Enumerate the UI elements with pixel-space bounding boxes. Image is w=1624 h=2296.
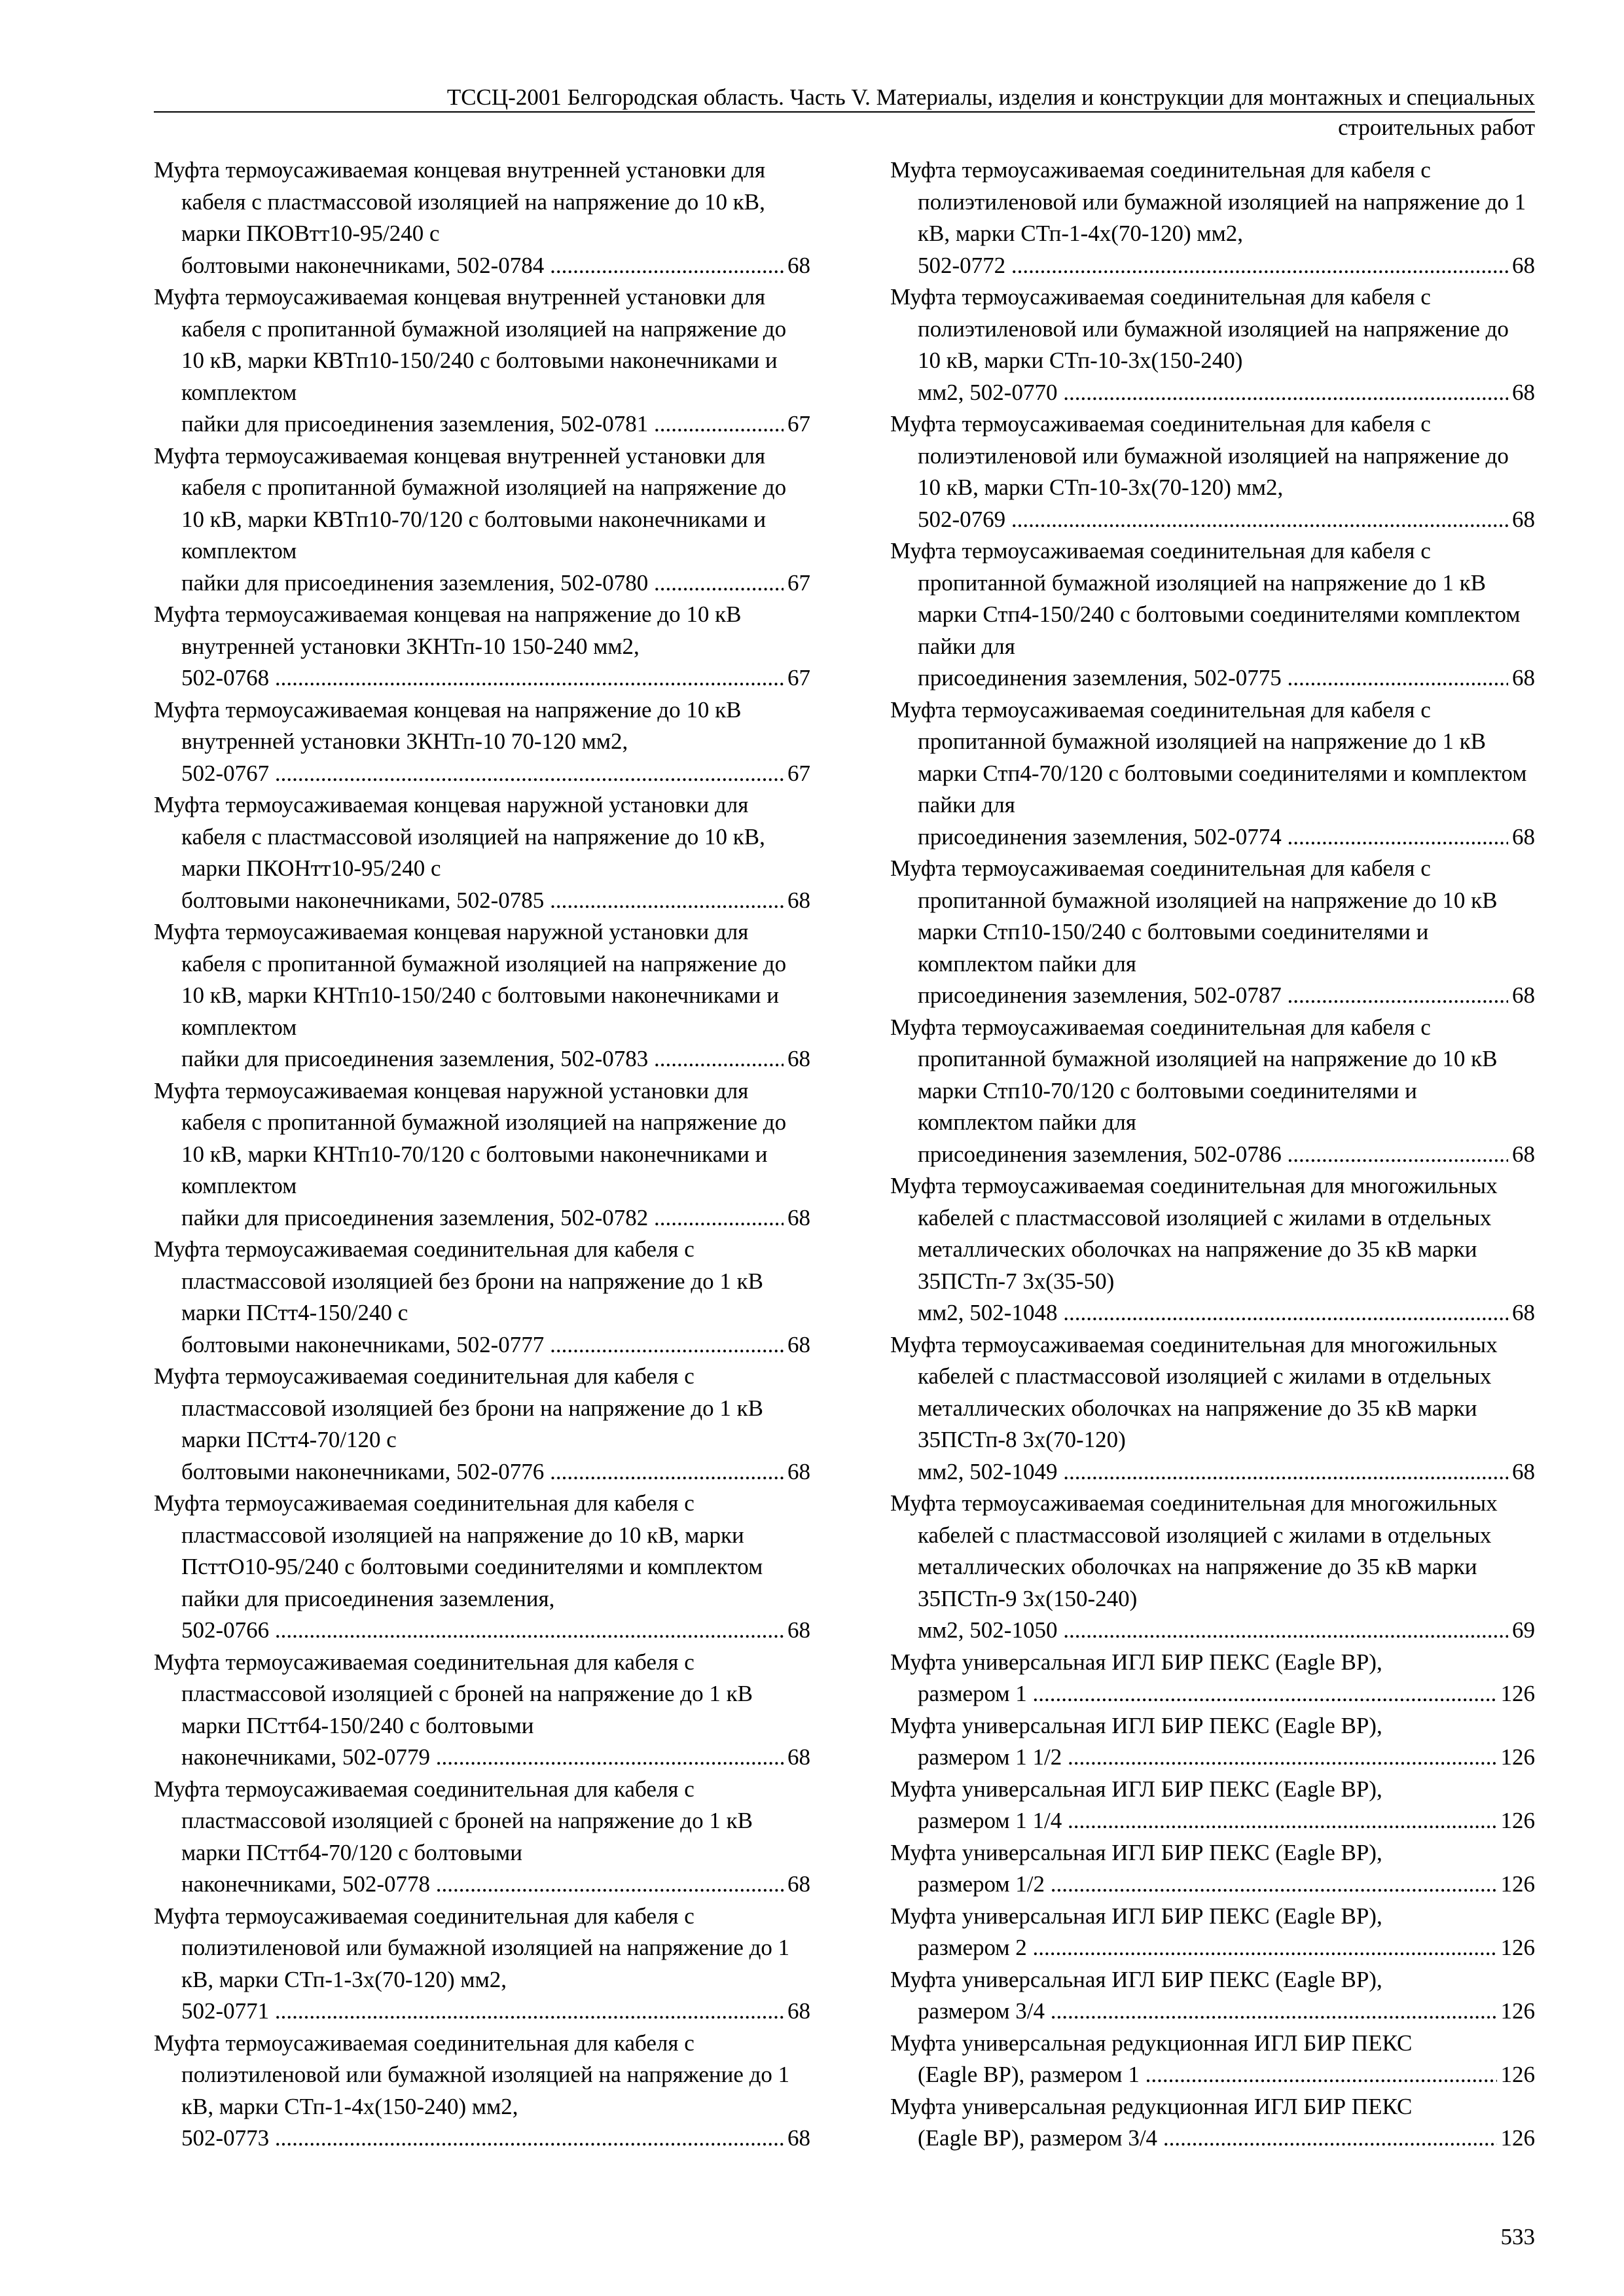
index-entry-last-line: [154, 1869, 810, 1901]
dot-leader: [269, 1617, 810, 1643]
index-entry-text: Муфта термоусаживаемая соединительная для кабеля с полиэтиленовой или бумажной изоляцией на напряжение до 1 кВ, марки СТп-1-4х(70-120) мм2,: [890, 157, 1526, 246]
index-entry-text: Муфта термоусаживаемая соединительная для многожильных кабелей с пластмассовой изоляцией с жилами в отдельных металлических оболочках на напряжение до 35 кВ марки 35ПСТп-7 3х(35-50): [890, 1173, 1498, 1294]
index-entry: [154, 916, 810, 1075]
index-entry-code: (Eagle BP), размером 3/4: [918, 2125, 1158, 2151]
index-entry-code: 502-0766: [181, 1617, 270, 1643]
index-entry-page: 126: [1497, 1742, 1536, 1774]
dot-leader: [1057, 1459, 1535, 1484]
index-entry-text: Муфта термоусаживаемая концевая на напряжение до 10 кВ внутренней установки 3КНТп-10 70-120 мм2,: [154, 696, 742, 754]
index-entry-last-line: [890, 504, 1535, 536]
index-entry-last-line: [890, 1678, 1535, 1710]
index-entry: [154, 1647, 810, 1774]
index-entry-last-line: [154, 662, 810, 694]
index-entry-page: 68: [784, 1329, 810, 1361]
index-entry-text: Муфта термоусаживаемая соединительная для кабеля с полиэтиленовой или бумажной изоляцией на напряжение до 1 кВ, марки СТп-1-3х(70-120) мм2,: [154, 1903, 790, 1992]
index-entry-page: 68: [784, 1456, 810, 1488]
index-entry-code: болтовыми наконечниками, 502-0777: [181, 1331, 545, 1357]
index-entry: [154, 1361, 810, 1488]
index-entry-last-line: [154, 885, 810, 917]
dot-leader: [1057, 380, 1535, 405]
index-entry-page: 68: [784, 1996, 810, 2028]
index-entry-text: Муфта термоусаживаемая соединительная для кабеля с пропитанной бумажной изоляцией на напряжение до 10 кВ марки Стп10-150/240 с болтовыми соединителями и комплектом пайки для: [890, 855, 1498, 977]
dot-leader: [269, 2125, 810, 2151]
index-entry-last-line: [890, 1932, 1535, 1964]
index-entry-text: Муфта универсальная ИГЛ БИР ПЕКС (Eagle BP),: [890, 1966, 1382, 1992]
index-entry-last-line: [154, 1996, 810, 2028]
dot-leader: [544, 1459, 810, 1484]
index-entry-last-line: [890, 250, 1535, 282]
index-entry-text: Муфта термоусаживаемая концевая на напряжение до 10 кВ внутренней установки 3КНТп-10 150-240 мм2,: [154, 601, 742, 659]
index-entry: [890, 1774, 1535, 1837]
dot-leader: [1005, 507, 1535, 532]
index-entry-code: болтовыми наконечниками, 502-0784: [181, 252, 545, 278]
index-entry-page: 126: [1497, 1805, 1536, 1837]
index-entry: [154, 1075, 810, 1234]
index-entry: [154, 154, 810, 281]
index-entry-page: 68: [784, 1869, 810, 1901]
index-entry-code: присоединения заземления, 502-0786: [918, 1141, 1282, 1167]
index-entry-code: мм2, 502-0770: [918, 379, 1058, 405]
index-entry-text: Муфта термоусаживаемая концевая внутренней установки для кабеля с пропитанной бумажной изоляцией на напряжение до 10 кВ, марки КВТп10-70/120 с болтовыми наконечниками и комплектом: [154, 442, 787, 564]
index-entry: [890, 281, 1535, 408]
index-entry: [890, 1710, 1535, 1774]
page-number: 533: [1500, 2224, 1535, 2250]
index-entry: [890, 2028, 1535, 2091]
index-entry: [154, 440, 810, 600]
index-entry-page: 68: [1508, 821, 1535, 853]
index-entry: [154, 599, 810, 694]
dot-leader: [430, 1744, 810, 1770]
index-entry-page: 68: [1508, 1297, 1535, 1329]
index-entry: [890, 408, 1535, 535]
index-entry-code: 502-0772: [918, 252, 1006, 278]
dot-leader: [269, 1998, 810, 2024]
index-entry-code: 502-0771: [181, 1998, 270, 2024]
index-entry-text: Муфта термоусаживаемая соединительная для кабеля с полиэтиленовой или бумажной изоляцией на напряжение до 10 кВ, марки СТп-10-3х(150-240): [890, 284, 1509, 373]
index-entry-text: Муфта термоусаживаемая соединительная для кабеля с пропитанной бумажной изоляцией на напряжение до 10 кВ марки Стп10-70/120 с болтовыми соединителями и комплектом пайки для: [890, 1014, 1498, 1135]
index-entry-code: размером 1 1/4: [918, 1808, 1062, 1833]
index-entry-last-line: [154, 758, 810, 790]
index-entry-last-line: [154, 1329, 810, 1361]
index-entry-code: пайки для присоединения заземления, 502-0780: [181, 569, 649, 596]
index-entry-page: 68: [1508, 377, 1535, 409]
index-entry-text: Муфта универсальная ИГЛ БИР ПЕКС (Eagle BP),: [890, 1903, 1382, 1929]
index-entry-page: 67: [784, 567, 810, 600]
index-entry: [154, 1901, 810, 2028]
index-column-left: [154, 154, 810, 2155]
index-entry-code: размером 1 1/2: [918, 1744, 1062, 1770]
index-entry-last-line: [890, 1742, 1535, 1774]
index-entry-last-line: [154, 1202, 810, 1234]
index-entry-text: Муфта универсальная ИГЛ БИР ПЕКС (Eagle BP),: [890, 1649, 1382, 1675]
index-entry: [890, 1170, 1535, 1329]
index-entry-last-line: [154, 567, 810, 600]
index-entry-page: 68: [1508, 980, 1535, 1012]
dot-leader: [1282, 665, 1535, 691]
index-entry-page: 68: [784, 1742, 810, 1774]
index-entry-page: 68: [1508, 662, 1535, 694]
dot-leader: [1057, 1617, 1535, 1643]
dot-leader: [1062, 1744, 1535, 1770]
index-entry: [890, 1012, 1535, 1171]
index-column-right: [890, 154, 1535, 2155]
index-entry-text: Муфта термоусаживаемая концевая наружной установки для кабеля с пропитанной бумажной изоляцией на напряжение до 10 кВ, марки КНТп10-70/120 с болтовыми наконечниками и комплектом: [154, 1077, 787, 1198]
index-entry-text: Муфта термоусаживаемая соединительная для кабеля с пластмассовой изоляцией с броней на напряжение до 1 кВ марки ПСттб4-150/240 с болтовыми: [154, 1649, 753, 1738]
index-entry-page: 68: [784, 250, 810, 282]
index-entry-code: пайки для присоединения заземления, 502-0783: [181, 1046, 649, 1071]
index-entry-page: 67: [784, 758, 810, 790]
index-entry-code: мм2, 502-1050: [918, 1617, 1058, 1643]
index-entry-page: 67: [784, 408, 810, 440]
dot-leader: [269, 761, 810, 786]
index-entry: [154, 1488, 810, 1647]
index-entry-text: Муфта термоусаживаемая соединительная для кабеля с пропитанной бумажной изоляцией на напряжение до 1 кВ марки Стп4-150/240 с болтовыми соединителями комплектом пайки для: [890, 538, 1521, 659]
index-entry-page: 68: [784, 885, 810, 917]
index-entry: [890, 853, 1535, 1012]
dot-leader: [1027, 1935, 1535, 1960]
index-entry-last-line: [890, 2059, 1535, 2091]
index-entry-last-line: [890, 1297, 1535, 1329]
index-entry-last-line: [890, 377, 1535, 409]
index-entry-text: Муфта термоусаживаемая концевая внутренней установки для кабеля с пластмассовой изоляцией на напряжение до 10 кВ, марки ПКОВтт10-95/240 с: [154, 157, 766, 246]
index-entry-last-line: [890, 1615, 1535, 1647]
index-entry-page: 68: [784, 1615, 810, 1647]
dot-leader: [544, 1332, 810, 1357]
index-entry-code: 502-0769: [918, 506, 1006, 532]
index-entry-page: 68: [784, 1043, 810, 1075]
index-entry-text: Муфта универсальная редукционная ИГЛ БИР ПЕКС: [890, 2030, 1413, 2056]
index-entry: [154, 281, 810, 440]
index-entry-page: 126: [1497, 2123, 1536, 2155]
index-entry: [890, 2091, 1535, 2155]
index-entry-code: мм2, 502-1048: [918, 1300, 1058, 1325]
index-entry-code: наконечниками, 502-0778: [181, 1871, 430, 1897]
index-entry-last-line: [890, 1996, 1535, 2028]
index-entry-text: Муфта термоусаживаемая соединительная для многожильных кабелей с пластмассовой изоляцией с жилами в отдельных металлических оболочках на напряжение до 35 кВ марки 35ПСТп-8 3х(70-120): [890, 1331, 1498, 1452]
index-entry-page: 68: [784, 1202, 810, 1234]
dot-leader: [1157, 2125, 1535, 2151]
index-entry: [890, 1837, 1535, 1901]
index-entry-code: 502-0768: [181, 665, 270, 691]
header-rule: [154, 84, 1535, 113]
index-entry-code: пайки для присоединения заземления, 502-0781: [181, 411, 649, 437]
dot-leader: [1027, 1681, 1535, 1706]
dot-leader: [1045, 1871, 1535, 1897]
index-entry-page: 68: [784, 2123, 810, 2155]
index-entry-page: 126: [1497, 1932, 1536, 1964]
header-subtitle: строительных работ: [1338, 115, 1535, 140]
index-entry-page: 68: [1508, 1139, 1535, 1171]
index-entry-code: наконечниками, 502-0779: [181, 1744, 430, 1770]
index-entry-page: 68: [1508, 250, 1535, 282]
index-entry-code: присоединения заземления, 502-0775: [918, 665, 1282, 691]
index-entry-text: Муфта термоусаживаемая соединительная для кабеля с пластмассовой изоляцией без брони на напряжение до 1 кВ марки ПСтт4-150/240 с: [154, 1236, 763, 1325]
index-entry: [890, 154, 1535, 281]
index-entry: [890, 1488, 1535, 1647]
index-entry-code: размером 1: [918, 1681, 1027, 1706]
index-entry: [890, 1329, 1535, 1488]
index-entry-code: мм2, 502-1049: [918, 1458, 1058, 1484]
index-entry: [154, 789, 810, 916]
dot-leader: [544, 253, 810, 278]
index-entry-text: Муфта термоусаживаемая концевая наружной установки для кабеля с пропитанной бумажной изоляцией на напряжение до 10 кВ, марки КНТп10-150/240 с болтовыми наконечниками и комплектом: [154, 919, 787, 1040]
dot-leader: [1282, 982, 1535, 1008]
index-entry-page: 126: [1497, 2059, 1536, 2091]
index-entry-text: Муфта универсальная ИГЛ БИР ПЕКС (Eagle BP),: [890, 1839, 1382, 1865]
index-entry-last-line: [890, 980, 1535, 1012]
dot-leader: [1005, 253, 1535, 278]
index-entry-page: 68: [1508, 504, 1535, 536]
index-entry-last-line: [890, 1456, 1535, 1488]
index-entry-last-line: [890, 662, 1535, 694]
index-entry-text: Муфта термоусаживаемая концевая внутренней установки для кабеля с пропитанной бумажной изоляцией на напряжение до 10 кВ, марки КВТп10-150/240 с болтовыми наконечниками и комплектом: [154, 284, 787, 405]
index-entry-page: 126: [1497, 1869, 1536, 1901]
index-entry-last-line: [154, 1456, 810, 1488]
index-entry-code: (Eagle BP), размером 1: [918, 2062, 1140, 2087]
index-entry-last-line: [154, 250, 810, 282]
index-entry: [890, 1647, 1535, 1710]
dot-leader: [544, 888, 810, 913]
index-entry-code: 502-0767: [181, 760, 270, 786]
index-entry-text: Муфта термоусаживаемая соединительная для кабеля с пластмассовой изоляцией на напряжение до 10 кВ, марки ПсттО10-95/240 с болтовыми соединителями и комплектом пайки для присоединения заземления,: [154, 1490, 763, 1611]
dot-leader: [1045, 1998, 1535, 2024]
index-entry-code: размером 2: [918, 1935, 1027, 1960]
dot-leader: [1140, 2062, 1535, 2087]
index-entry-page: 69: [1508, 1615, 1535, 1647]
index-entry-last-line: [154, 2123, 810, 2155]
dot-leader: [269, 665, 810, 691]
index-entry-code: присоединения заземления, 502-0787: [918, 982, 1282, 1008]
index-entry: [890, 1901, 1535, 1964]
index-entry: [154, 694, 810, 790]
dot-leader: [1062, 1808, 1535, 1833]
index-entry-last-line: [154, 1615, 810, 1647]
index-entry-last-line: [890, 1805, 1535, 1837]
index-entry-text: Муфта термоусаживаемая концевая наружной установки для кабеля с пластмассовой изоляцией на напряжение до 10 кВ, марки ПКОНтт10-95/240 с: [154, 792, 765, 881]
index-entry-page: 126: [1497, 1678, 1536, 1710]
index-entry-text: Муфта универсальная редукционная ИГЛ БИР ПЕКС: [890, 2093, 1413, 2119]
dot-leader: [1057, 1300, 1535, 1325]
index-entry: [154, 2028, 810, 2155]
dot-leader: [430, 1871, 810, 1897]
index-entry-last-line: [154, 1043, 810, 1075]
index-entry-last-line: [890, 1139, 1535, 1171]
dot-leader: [1282, 1141, 1535, 1167]
index-entry-code: 502-0773: [181, 2125, 270, 2151]
header-title: ТССЦ-2001 Белгородская область. Часть V. Материалы, изделия и конструкции для монтажных и специальных: [446, 84, 1535, 110]
index-entry-last-line: [154, 1742, 810, 1774]
index-entry: [890, 1964, 1535, 2028]
index-entry: [890, 694, 1535, 853]
index-entry-text: Муфта термоусаживаемая соединительная для кабеля с пропитанной бумажной изоляцией на напряжение до 1 кВ марки Стп4-70/120 с болтовыми соединителями и комплектом пайки для: [890, 696, 1527, 817]
index-entry-last-line: [154, 408, 810, 440]
index-entry: [154, 1774, 810, 1901]
index-entry-code: болтовыми наконечниками, 502-0785: [181, 887, 545, 913]
index-entry-text: Муфта термоусаживаемая соединительная для кабеля с полиэтиленовой или бумажной изоляцией на напряжение до 1 кВ, марки СТп-1-4х(150-240) мм2,: [154, 2030, 790, 2119]
index-entry-page: 67: [784, 662, 810, 694]
index-entry-code: присоединения заземления, 502-0774: [918, 823, 1282, 850]
dot-leader: [1282, 824, 1535, 850]
index-entry-text: Муфта термоусаживаемая соединительная для кабеля с пластмассовой изоляцией с броней на напряжение до 1 кВ марки ПСттб4-70/120 с болтовыми: [154, 1776, 753, 1865]
index-entry-code: пайки для присоединения заземления, 502-0782: [181, 1204, 649, 1230]
index-entry-code: размером 1/2: [918, 1871, 1045, 1897]
index-entry-text: Муфта универсальная ИГЛ БИР ПЕКС (Eagle BP),: [890, 1712, 1382, 1738]
index-entry-last-line: [890, 2123, 1535, 2155]
index-entry-page: 68: [1508, 1456, 1535, 1488]
index-entry-last-line: [890, 821, 1535, 853]
index-entry-text: Муфта термоусаживаемая соединительная для многожильных кабелей с пластмассовой изоляцией с жилами в отдельных металлических оболочках на напряжение до 35 кВ марки 35ПСТп-9 3х(150-240): [890, 1490, 1498, 1611]
index-entry-last-line: [890, 1869, 1535, 1901]
index-entry: [154, 1234, 810, 1361]
index-entry-page: 126: [1497, 1996, 1536, 2028]
index-entry-text: Муфта термоусаживаемая соединительная для кабеля с пластмассовой изоляцией без брони на напряжение до 1 кВ марки ПСтт4-70/120 с: [154, 1363, 763, 1452]
index-entry-code: размером 3/4: [918, 1998, 1045, 2024]
index-entry-code: болтовыми наконечниками, 502-0776: [181, 1458, 545, 1484]
index-entry-text: Муфта универсальная ИГЛ БИР ПЕКС (Eagle BP),: [890, 1776, 1382, 1802]
index-entry-text: Муфта термоусаживаемая соединительная для кабеля с полиэтиленовой или бумажной изоляцией на напряжение до 10 кВ, марки СТп-10-3х(70-120) мм2,: [890, 411, 1509, 500]
index-entry: [890, 535, 1535, 694]
